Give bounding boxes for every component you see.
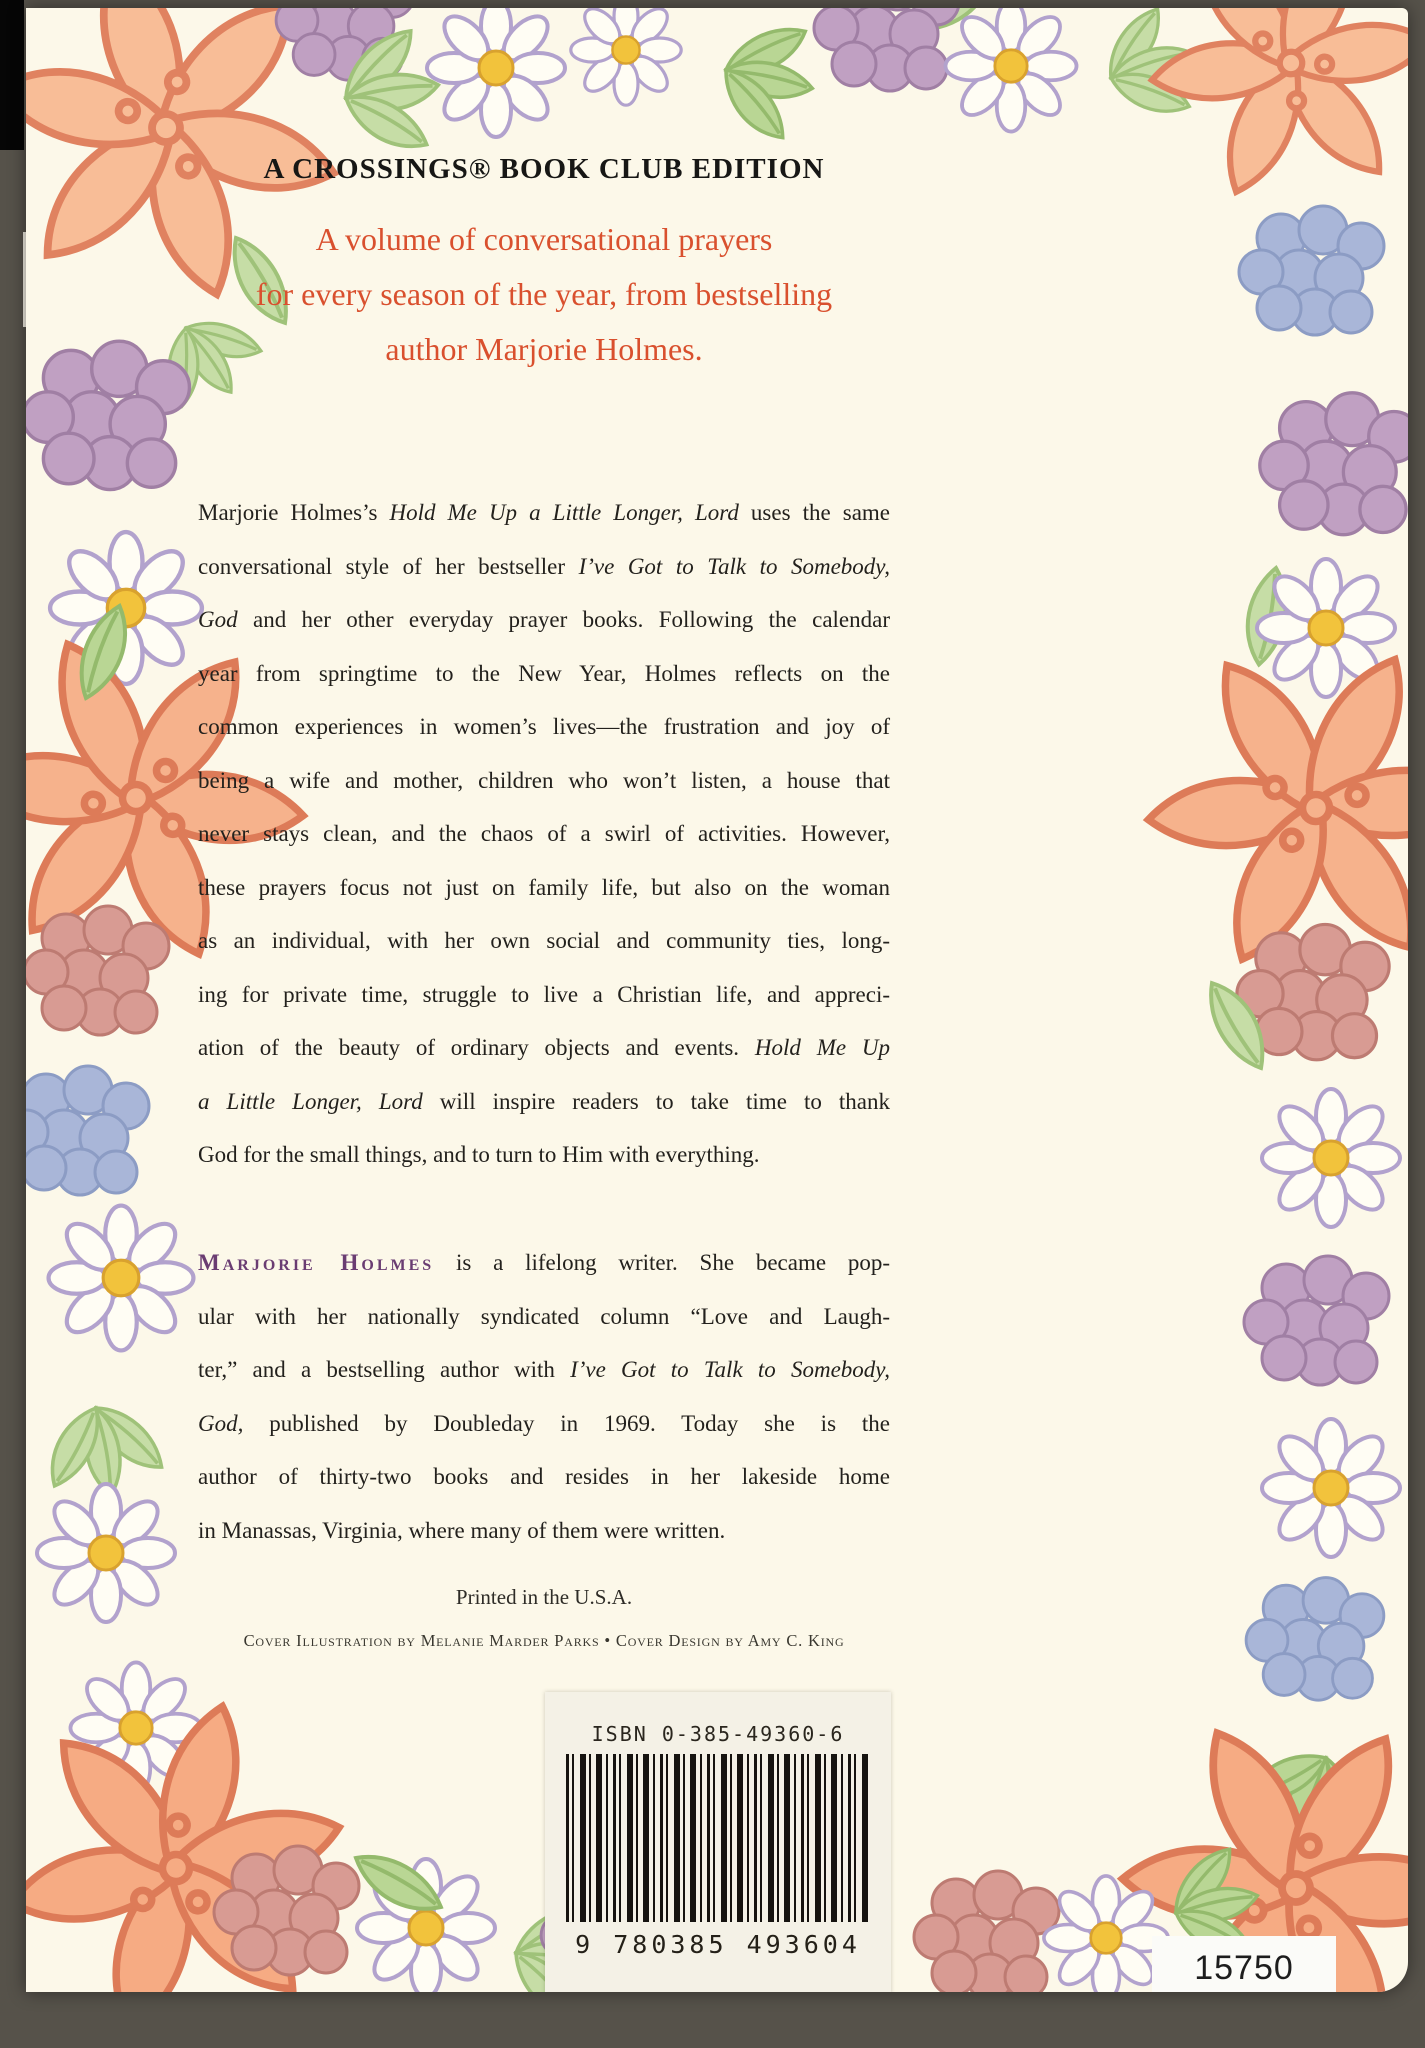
synopsis-paragraph — [198, 486, 890, 1182]
edition-heading-text: A CROSSINGS® BOOK CLUB EDITION — [263, 153, 825, 185]
cover-credits-text: Cover Illustration by Melanie Marder Parks • Cover Design by Amy C. King — [243, 1631, 845, 1650]
text-line: a Little Longer, Lord will inspire readers to take time to thank — [198, 1088, 890, 1114]
text-line: ation of the beauty of ordinary objects and events. Hold Me Up — [198, 1035, 890, 1060]
scanner-edge-black-strip — [0, 0, 24, 150]
text-line: conversational style of her bestseller I’ve Got to Talk to Somebody, — [198, 553, 890, 579]
text-line: Marjorie Holmes’s Hold Me Up a Little Longer, Lord uses the same — [198, 500, 891, 525]
barcode-bars — [566, 1754, 870, 1922]
text-line: ter,” and a bestselling author with I’ve Got to Talk to Somebody, — [198, 1357, 890, 1382]
text-line: A volume of conversational prayers — [315, 221, 773, 257]
edition-heading — [198, 150, 890, 188]
text-line: in Manassas, Virginia, where many of them were written. — [198, 1517, 726, 1543]
text-line: for every season of the year, from bestselling — [255, 276, 833, 312]
text-line: these prayers focus not just on family life, but also on the woman — [198, 874, 890, 900]
ean-number: 9 780385 493604 — [575, 1930, 861, 1959]
text-line: being a wife and mother, children who won’t listen, a house that — [198, 767, 890, 793]
stock-number-label: 15750 — [1152, 1936, 1336, 1992]
text-line: common experiences in women’s lives—the frustration and joy of — [198, 714, 890, 739]
text-line: year from springtime to the New Year, Holmes reflects on the — [198, 660, 890, 686]
text-line: author Marjorie Holmes. — [385, 331, 703, 367]
text-line: author of thirty-two books and resides in her lakeside home — [198, 1464, 890, 1489]
text-line: God, published by Doubleday in 1969. Today she is the — [198, 1410, 890, 1436]
cover-credits-line — [198, 1628, 890, 1654]
text-line: ular with her nationally syndicated column “Love and Laugh- — [198, 1303, 890, 1329]
text-line: never stays clean, and the chaos of a swirl of activities. However, — [198, 821, 890, 846]
text-line: ing for private time, struggle to live a Christian life, and appreci- — [198, 981, 890, 1007]
text-line: God for the small things, and to turn to Him with everything. — [198, 1142, 760, 1167]
book-back-cover — [26, 8, 1408, 1992]
printed-in-usa-line — [198, 1582, 890, 1612]
tagline — [198, 212, 890, 377]
author-bio-paragraph — [198, 1236, 890, 1557]
isbn-number: ISBN 0-385-49360-6 — [591, 1722, 845, 1746]
printed-in-usa-text: Printed in the U.S.A. — [455, 1585, 633, 1609]
text-line: Marjorie Holmes is a lifelong writer. She became pop- — [198, 1250, 890, 1275]
text-line: God and her other everyday prayer books. Following the calendar — [198, 607, 890, 632]
text-line: as an individual, with her own social and community ties, long- — [198, 928, 890, 953]
barcode — [545, 1692, 891, 1992]
